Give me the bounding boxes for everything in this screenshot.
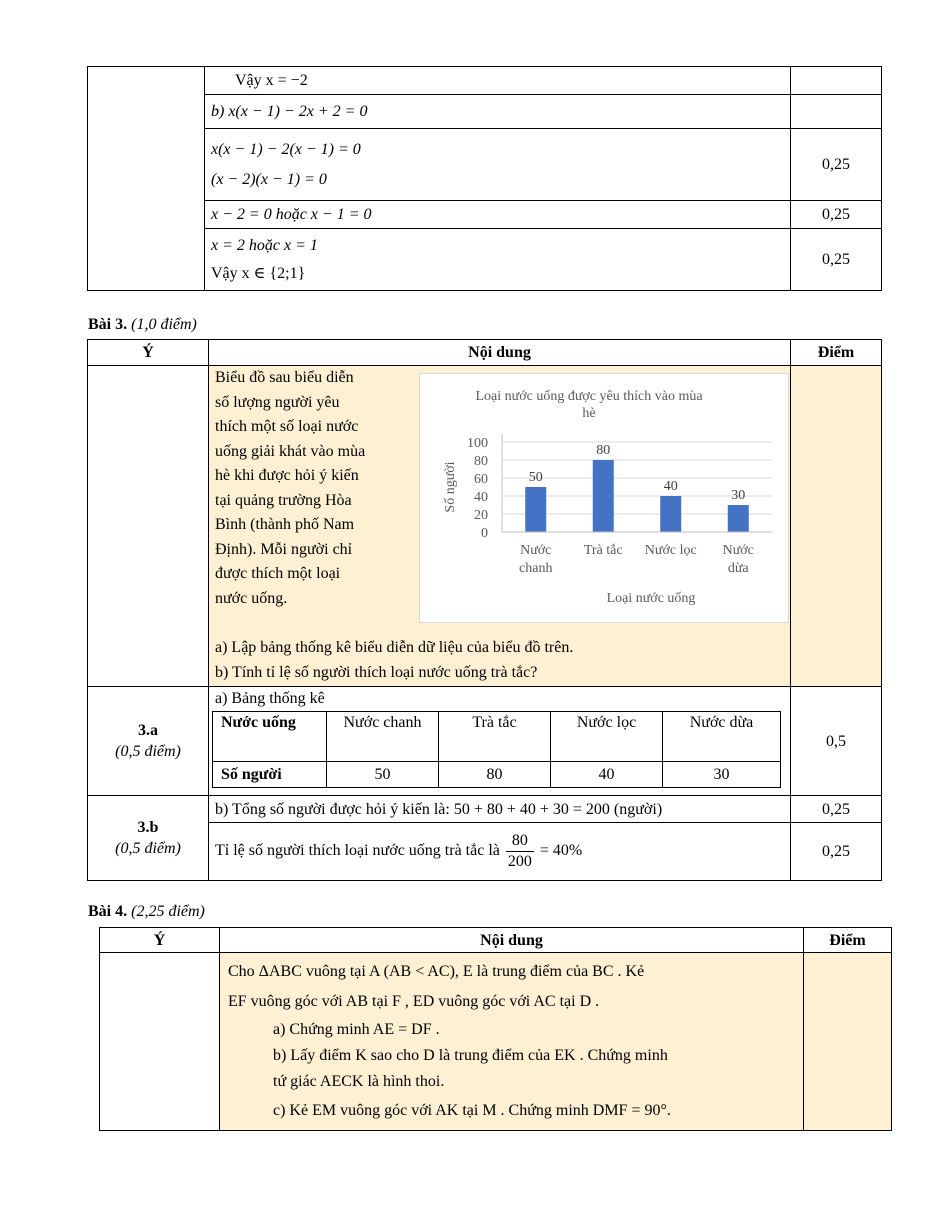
bai4-table xyxy=(99,927,892,1131)
bai3-question-cell xyxy=(209,366,791,687)
statistics-table xyxy=(212,711,781,788)
score-cell: 0,25 xyxy=(791,796,882,823)
score-cell: 0,25 xyxy=(791,823,882,881)
header-drink: Nước uống xyxy=(213,712,327,762)
y-tick-label: 100 xyxy=(467,436,488,451)
empty-score-cell xyxy=(804,953,892,1131)
x-tick-label: Trà tắc xyxy=(583,543,623,558)
question-b: b) Tính tỉ lệ số người thích loại nước uống trà tắc? xyxy=(215,664,538,681)
score-cell: 0,5 xyxy=(791,687,882,796)
x-tick-label: Nước lọc xyxy=(644,543,697,558)
solution-line: b) x(x − 1) − 2x + 2 = 0 xyxy=(205,95,791,129)
col-header-y: Ý xyxy=(100,928,220,953)
x-tick-label: Nước chanh xyxy=(519,543,553,576)
intro-text: Biểu đồ sau biểu diễn số lượng người yêu thích một số loại nước uống giải khát vào mùa hè khi được hỏi ý kiến tại quảng trường Hòa Bình (thành phố Nam Định). Mỗi người chỉ được thích một loại nước uống. xyxy=(215,369,366,607)
x-tick-label: Nước dừa xyxy=(722,543,754,576)
part-b-line1: b) Tổng số người được hỏi ý kiến là: 50 + 80 + 40 + 30 = 200 (người) xyxy=(209,796,791,823)
col-header-content: Nội dung xyxy=(209,340,791,366)
part-a-label-cell: 3.a (0,5 điểm) xyxy=(88,687,209,796)
bai3-heading: Bài 3. (1,0 điểm) xyxy=(88,316,197,333)
problem-line: tứ giác AECK là hình thoi. xyxy=(273,1073,445,1090)
top-solution-table xyxy=(87,66,882,291)
y-axis-label: Số người xyxy=(443,461,458,513)
score-cell: 0,25 xyxy=(791,129,882,201)
part-b-line2: Tỉ lệ số người thích loại nước uống trà tắc là $\frac{80}{200}$ = 40% xyxy=(209,823,791,881)
bai3-table xyxy=(87,339,882,881)
problem-line: Cho ΔABC vuông tại A (AB < AC), E là trung điểm của BC . Kẻ xyxy=(228,963,645,980)
question-a: a) Lập bảng thống kê biểu diễn dữ liệu của biểu đồ trên. xyxy=(215,639,574,656)
data-label: 50 xyxy=(528,470,543,485)
score-cell: 0,25 xyxy=(791,229,882,291)
part-a-title: a) Bảng thống kê xyxy=(215,690,325,707)
problem-line: EF vuông góc với AB tại F , ED vuông góc với AC tại D . xyxy=(228,993,600,1010)
solution-line: x = 2 hoặc x = 1 Vậy x ∈ {2;1} xyxy=(205,229,791,291)
col-header-score: Điểm xyxy=(791,340,882,366)
part-b-label-cell: 3.b (0,5 điểm) xyxy=(88,796,209,881)
solution-line: x − 2 = 0 hoặc x − 1 = 0 xyxy=(205,201,791,229)
data-label: 40 xyxy=(663,479,678,494)
bai4-heading: Bài 4. (2,25 điểm) xyxy=(88,903,205,920)
empty-y-cell xyxy=(100,953,220,1131)
questions xyxy=(215,635,785,685)
bar-chart xyxy=(420,374,788,622)
col-header-score: Điểm xyxy=(804,928,892,953)
bar xyxy=(525,487,546,532)
solution-line: Vậy x = −2 xyxy=(205,67,791,95)
score-cell xyxy=(791,95,882,129)
bai4-problem-cell xyxy=(220,953,804,1131)
chart-title: Loại nước uống được yêu thích vào mùa hè xyxy=(475,389,703,421)
y-tick-label: 0 xyxy=(481,526,488,541)
y-tick-label: 40 xyxy=(474,490,488,505)
value-cell: 80 xyxy=(439,762,551,788)
problem-line: a) Chứng minh AE = DF . xyxy=(273,1021,440,1038)
col-header-content: Nội dung xyxy=(220,928,804,953)
problem-line: c) Kẻ EM vuông góc với AK tại M . Chứng minh DMF = 90°. xyxy=(273,1102,671,1119)
header-people: Số người xyxy=(213,762,327,788)
y-tick-label: 60 xyxy=(474,472,488,487)
problem-line: b) Lấy điểm K sao cho D là trung điểm của EK . Chứng minh xyxy=(273,1047,668,1064)
part-a-content xyxy=(209,687,791,796)
score-cell: 0,25 xyxy=(791,201,882,229)
bar-chart-box xyxy=(419,373,789,623)
category-cell: Nước chanh xyxy=(327,712,439,762)
data-label: 80 xyxy=(596,443,611,458)
bar xyxy=(660,496,681,532)
value-cell: 40 xyxy=(551,762,663,788)
bar xyxy=(728,505,749,532)
value-cell: 50 xyxy=(327,762,439,788)
bar xyxy=(593,460,614,532)
empty-y-cell xyxy=(88,366,209,687)
y-tick-label: 80 xyxy=(474,454,488,469)
empty-y-cell xyxy=(88,67,205,291)
fraction: $\frac{80}{200}$ xyxy=(507,832,532,870)
category-cell: Nước dừa xyxy=(663,712,781,762)
solution-line: x(x − 1) − 2(x − 1) = 0 (x − 2)(x − 1) = 0 xyxy=(205,129,791,201)
score-cell xyxy=(791,67,882,95)
col-header-y: Ý xyxy=(88,340,209,366)
category-cell: Nước lọc xyxy=(551,712,663,762)
x-axis-label: Loại nước uống xyxy=(606,591,696,606)
y-tick-label: 20 xyxy=(474,508,488,523)
data-label: 30 xyxy=(731,488,746,503)
empty-score-cell xyxy=(791,366,882,687)
category-cell: Trà tắc xyxy=(439,712,551,762)
value-cell: 30 xyxy=(663,762,781,788)
